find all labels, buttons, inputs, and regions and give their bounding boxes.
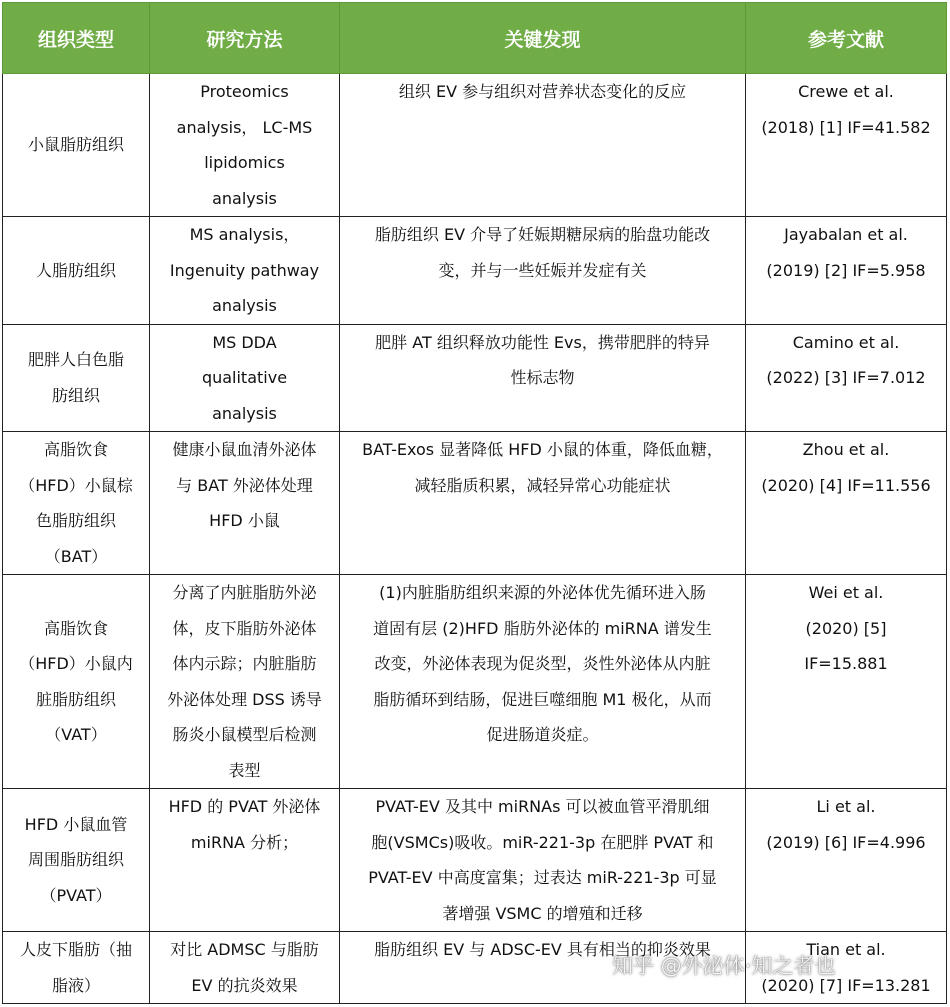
cell-tissue-type-line: HFD 小鼠血管 — [24, 814, 128, 834]
cell-research-method — [150, 789, 340, 932]
cell-research-method-line: 分离了内脏脂肪外泌 — [172, 583, 317, 602]
cell-reference — [746, 575, 947, 789]
cell-research-method — [150, 74, 340, 217]
cell-research-method-line: HFD 小鼠 — [209, 511, 280, 530]
cell-tissue-type-line: 小鼠脂肪组织 — [27, 135, 124, 155]
cell-research-method-line: HFD 的 PVAT 外泌体 — [168, 797, 321, 816]
cell-tissue-type-line: 人皮下脂肪（抽 — [19, 940, 132, 959]
cell-research-method-line: 健康小鼠血清外泌体 — [172, 440, 317, 459]
cell-tissue-type-line: （PVAT） — [40, 885, 112, 905]
cell-research-method — [150, 932, 340, 1004]
cell-key-finding — [340, 575, 746, 789]
cell-reference — [746, 217, 947, 325]
cell-research-method-line: analysis — [212, 188, 277, 208]
cell-reference-line: (2019) [6] IF=4.996 — [766, 832, 926, 852]
cell-tissue-type-line: 高脂饮食 — [43, 440, 108, 459]
cell-key-finding-line: 道固有层 (2)HFD 脂肪外泌体的 miRNA 谱发生 — [373, 618, 712, 638]
cell-key-finding-line: 脂肪组织 EV 与 ADSC-EV 具有相当的抑炎效果 — [374, 940, 711, 959]
research-table — [2, 2, 947, 1004]
cell-research-method-line: 表型 — [228, 760, 261, 780]
header-research-method: 研究方法 — [150, 3, 340, 74]
cell-tissue-type-line: 人脂肪组织 — [35, 260, 116, 280]
cell-research-method-line: 外泌体处理 DSS 诱导 — [167, 689, 322, 709]
table-row — [3, 789, 947, 932]
cell-tissue-type — [3, 324, 150, 432]
cell-tissue-type-line: 肥胖人白色脂 — [27, 350, 124, 370]
cell-key-finding-line: 肥胖 AT 组织释放功能性 Evs，携带肥胖的特异 — [375, 332, 710, 352]
cell-reference-line: Crewe et al. — [798, 82, 894, 101]
cell-key-finding — [340, 432, 746, 575]
cell-research-method — [150, 575, 340, 789]
cell-reference-line: Camino et al. — [792, 332, 900, 352]
cell-tissue-type-line: （VAT） — [45, 725, 107, 744]
cell-key-finding-line: PVAT-EV 中高度富集；过表达 miR-221-3p 可显 — [368, 868, 717, 887]
cell-tissue-type-line: 高脂饮食 — [43, 618, 108, 638]
cell-key-finding-line: 著增强 VSMC 的增殖和迁移 — [442, 903, 643, 923]
cell-research-method-line: qualitative — [201, 368, 288, 387]
cell-reference — [746, 432, 947, 575]
cell-reference-line: Wei et al. — [808, 583, 884, 602]
cell-research-method-line: lipidomics — [204, 153, 285, 172]
cell-tissue-type-line: （BAT） — [44, 546, 108, 566]
cell-research-method-line: miRNA 分析； — [190, 832, 299, 852]
cell-key-finding-line: 胞(VSMCs)吸收。miR-221-3p 在肥胖 PVAT 和 — [371, 832, 714, 852]
cell-reference — [746, 789, 947, 932]
cell-key-finding-line: 组织 EV 参与组织对营养状态变化的反应 — [398, 82, 687, 101]
cell-key-finding-line: 促进肠道炎症。 — [486, 725, 599, 744]
cell-key-finding-line: 脂肪组织 EV 介导了妊娠期糖尿病的胎盘功能改 — [374, 225, 711, 244]
table-row — [3, 324, 947, 432]
cell-reference-line: (2022) [3] IF=7.012 — [766, 368, 926, 387]
cell-key-finding — [340, 74, 746, 217]
cell-tissue-type — [3, 432, 150, 575]
cell-reference-line: Zhou et al. — [802, 440, 890, 459]
cell-research-method-line: MS analysis， — [189, 225, 300, 244]
cell-tissue-type-line: （HFD）小鼠内 — [19, 654, 133, 673]
cell-reference — [746, 324, 947, 432]
cell-key-finding-line: 减轻脂质积累，减轻异常心功能症状 — [414, 475, 671, 495]
cell-tissue-type — [3, 575, 150, 789]
cell-key-finding-line: PVAT-EV 及其中 miRNAs 可以被血管平滑肌细 — [375, 797, 710, 816]
cell-reference-line: Li et al. — [816, 797, 876, 816]
cell-research-method-line: 对比 ADMSC 与脂肪 — [170, 940, 319, 959]
cell-research-method — [150, 324, 340, 432]
cell-tissue-type — [3, 932, 150, 1004]
cell-tissue-type-line: （HFD）小鼠棕 — [19, 475, 133, 495]
cell-key-finding-line: 性标志物 — [510, 368, 575, 387]
cell-key-finding-line: 变，并与一些妊娠并发症有关 — [438, 260, 647, 280]
cell-research-method-line: 体内示踪；内脏脂肪 — [172, 654, 317, 673]
cell-tissue-type-line: 肪组织 — [51, 385, 100, 405]
table-row — [3, 74, 947, 217]
cell-key-finding-line: (1)内脏脂肪组织来源的外泌体优先循环进入肠 — [379, 583, 706, 602]
cell-reference-line: (2020) [5] — [805, 618, 887, 638]
table-row — [3, 575, 947, 789]
cell-research-method-line: Ingenuity pathway — [169, 260, 320, 280]
cell-tissue-type-line: 脂液） — [51, 975, 100, 995]
table-row — [3, 217, 947, 325]
cell-research-method-line: analysis — [212, 403, 277, 423]
cell-research-method-line: 与 BAT 外泌体处理 — [176, 475, 313, 495]
cell-research-method-line: Proteomics — [200, 82, 289, 101]
cell-tissue-type — [3, 789, 150, 932]
cell-research-method-line: EV 的抗炎效果 — [191, 975, 298, 995]
cell-reference-line: Tian et al. — [806, 940, 886, 959]
cell-reference-line: (2020) [7] IF=13.281 — [761, 975, 931, 995]
cell-key-finding — [340, 324, 746, 432]
cell-tissue-type — [3, 74, 150, 217]
cell-reference-line: (2018) [1] IF=41.582 — [761, 117, 931, 137]
cell-research-method — [150, 217, 340, 325]
cell-key-finding-line: 脂肪循环到结肠，促进巨噬细胞 M1 极化，从而 — [373, 689, 712, 709]
header-reference: 参考文献 — [746, 3, 947, 74]
cell-research-method-line: 肠炎小鼠模型后检测 — [172, 725, 317, 744]
cell-reference — [746, 74, 947, 217]
cell-tissue-type — [3, 217, 150, 325]
cell-research-method-line: MS DDA — [212, 332, 277, 352]
cell-key-finding-line: BAT-Exos 显著降低 HFD 小鼠的体重，降低血糖， — [362, 440, 723, 459]
cell-reference-line: Jayabalan et al. — [784, 225, 908, 244]
cell-key-finding — [340, 789, 746, 932]
zhihu-watermark: 知乎 @外泌体·知之者也 — [612, 954, 836, 978]
cell-tissue-type-line: 脏脂肪组织 — [35, 689, 116, 709]
cell-reference-line: (2019) [2] IF=5.958 — [766, 260, 926, 280]
table-row — [3, 432, 947, 575]
cell-key-finding — [340, 217, 746, 325]
cell-research-method-line: 体，皮下脂肪外泌体 — [172, 618, 317, 638]
header-key-finding: 关键发现 — [340, 3, 746, 74]
header-tissue-type: 组织类型 — [3, 3, 150, 74]
cell-tissue-type-line: 色脂肪组织 — [35, 511, 116, 530]
cell-key-finding-line: 改变，外泌体表现为促炎型，炎性外泌体从内脏 — [374, 654, 711, 673]
cell-reference-line: (2020) [4] IF=11.556 — [761, 475, 931, 495]
cell-reference-line: IF=15.881 — [804, 654, 888, 673]
cell-research-method-line: analysis — [212, 296, 277, 315]
cell-research-method-line: analysis， LC-MS — [176, 117, 313, 137]
cell-tissue-type-line: 周围脂肪组织 — [27, 850, 124, 870]
cell-research-method — [150, 432, 340, 575]
header-row — [3, 3, 947, 74]
